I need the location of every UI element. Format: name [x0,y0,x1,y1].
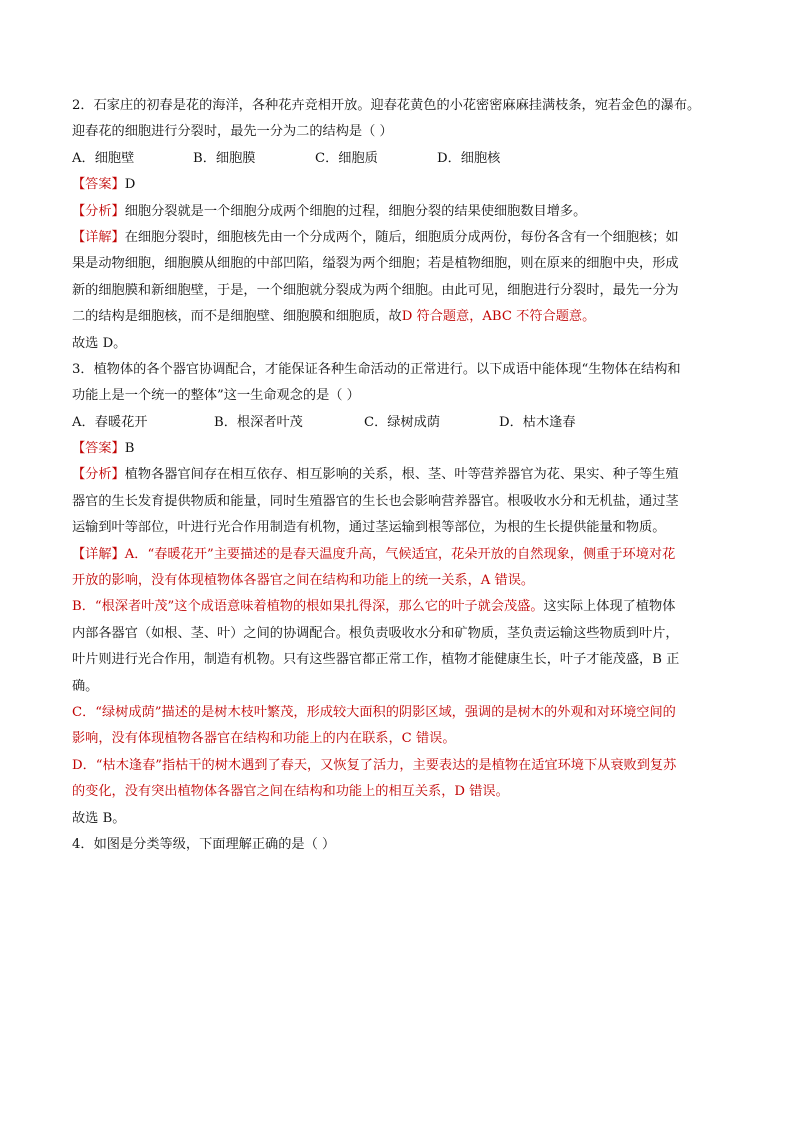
q2-detail-text4: 二的结构是细胞核，而不是细胞壁、细胞膜和细胞质，故 [72,309,402,325]
q2-answer-tag: 【答案】 [72,177,125,193]
document-content [72,93,724,858]
q3-detail-b-line2: 内部各器官（如根、茎、叶）之间的协调配合。根负责吸收水分和矿物质，茎负责运输这些物质到叶片， [72,625,679,641]
q3-analysis-line2: 器官的生长发育提供物质和能量，同时生殖器官的生长也会影响营养器官。根吸收水分和无机盐，通过茎 [72,493,679,509]
q3-answer-tag: 【答案】 [72,441,125,457]
q2-answer [72,172,724,198]
q2-answer-value: D [124,177,136,193]
q3-conclusion: 故选 B。 [72,810,126,826]
q2-options [72,146,724,172]
q2-analysis-tag: 【分析】 [72,203,125,219]
q3-detail-b-text1-red: B．“根深者叶茂”这个成语意味着植物的根如果扎得深，那么它的叶子就会茂盛。 [72,599,544,615]
q3-option-d: D．枯木逢春 [499,414,576,430]
q2-stem-line1: 2．石家庄的初春是花的海洋，各种花卉竞相开放。迎春花黄色的小花密密麻麻挂满枝条，宛若金色的瀑布。 [72,98,701,113]
q3-options [72,410,724,436]
q3-option-b: B．根深者叶茂 [214,414,303,430]
q3-detail-d-line2: 的变化，没有突出植物体各器官之间在结构和功能上的相互关系，D 错误。 [72,784,509,800]
q2-option-a: A．细胞壁 [72,150,135,166]
q3-detail-b-text1: 这实际上体现了植物体 [543,599,676,615]
q2-analysis [72,199,724,225]
q3-option-c: C．绿树成荫 [364,414,441,430]
q3-analysis-text1: 植物各器官间存在相互依存、相互影响的关系，根、茎、叶等营养器官为花、果实、种子等生殖 [124,467,679,483]
q3-detail-a-line1 [72,542,724,568]
q2-detail-line4 [72,304,724,330]
q3-detail-tag: 【详解】 [72,546,125,562]
q2-stem-line2: 迎春花的细胞进行分裂时，最先一分为二的结构是（ ） [72,124,393,140]
q3-detail-a-text1: A．“春暖花开”主要描述的是春天温度升高，气候适宜，花朵开放的自然现象，侧重于环境对花 [124,546,676,562]
q2-detail-line2: 果是动物细胞，细胞膜从细胞的中部凹陷，缢裂为两个细胞；若是植物细胞，则在原来的细胞中央，形成 [72,256,679,272]
q2-detail-text4-red: D 符合题意，ABC 不符合题意。 [401,309,596,325]
q2-detail-tag: 【详解】 [72,229,125,245]
q3-detail-c-line2: 影响，没有体现植物各器官在结构和功能上的内在联系，C 错误。 [72,731,456,747]
q3-detail-b-line1 [72,594,724,620]
q2-analysis-text: 细胞分裂就是一个细胞分成两个细胞的过程，细胞分裂的结果使细胞数目增多。 [124,203,587,219]
q3-detail-a-line2: 开放的影响，没有体现植物体各器官之间在结构和功能上的统一关系，A 错误。 [72,573,535,589]
q3-detail-b-line3: 叶片则进行光合作用，制造有机物。只有这些器官都正常工作，植物才能健康生长，叶子才能茂盛，B 正 [72,652,680,668]
q3-answer [72,436,724,462]
q3-answer-value: B [124,441,135,457]
q2-conclusion: 故选 D。 [72,335,127,351]
q3-stem-line1: 3．植物体的各个器官协调配合，才能保证各种生命活动的正常进行。以下成语中能体现“生物体在结构和 [72,361,681,377]
q3-analysis-line3: 运输到叶等部位，叶进行光合作用制造有机物，通过茎运输到根等部位，为根的生长提供能量和物质。 [72,520,666,536]
q2-detail-line3: 新的细胞膜和新细胞壁，于是，一个细胞就分裂成为两个细胞。由此可见，细胞进行分裂时，最先一分为 [72,282,679,298]
q2-option-b: B．细胞膜 [193,150,256,166]
q2-option-c: C．细胞质 [315,150,378,166]
q3-analysis-line1 [72,462,724,488]
q3-detail-c-line1: C．“绿树成荫”描述的是树木枝叶繁茂，形成较大面积的阴影区域，强调的是树木的外观和对环境空间的 [72,704,676,720]
q3-detail-b-line4: 确。 [72,678,99,694]
q4-stem: 4．如图是分类等级，下面理解正确的是（ ） [72,836,336,852]
q3-analysis-tag: 【分析】 [72,467,125,483]
q2-detail-line1 [72,225,724,251]
q3-stem-line2: 功能上是一个统一的整体”这一生命观念的是（ ） [72,388,360,404]
q2-detail-text1: 在细胞分裂时，细胞核先由一个分成两个，随后，细胞质分成两份，每份各含有一个细胞核；如 [124,229,679,245]
q2-option-d: D．细胞核 [437,150,501,166]
q3-detail-d-line1: D．“枯木逢春”指枯干的树木遇到了春天，又恢复了活力，主要表达的是植物在适宜环境下从衰败到复苏 [72,757,677,773]
q3-option-a: A．春暖花开 [72,414,148,430]
